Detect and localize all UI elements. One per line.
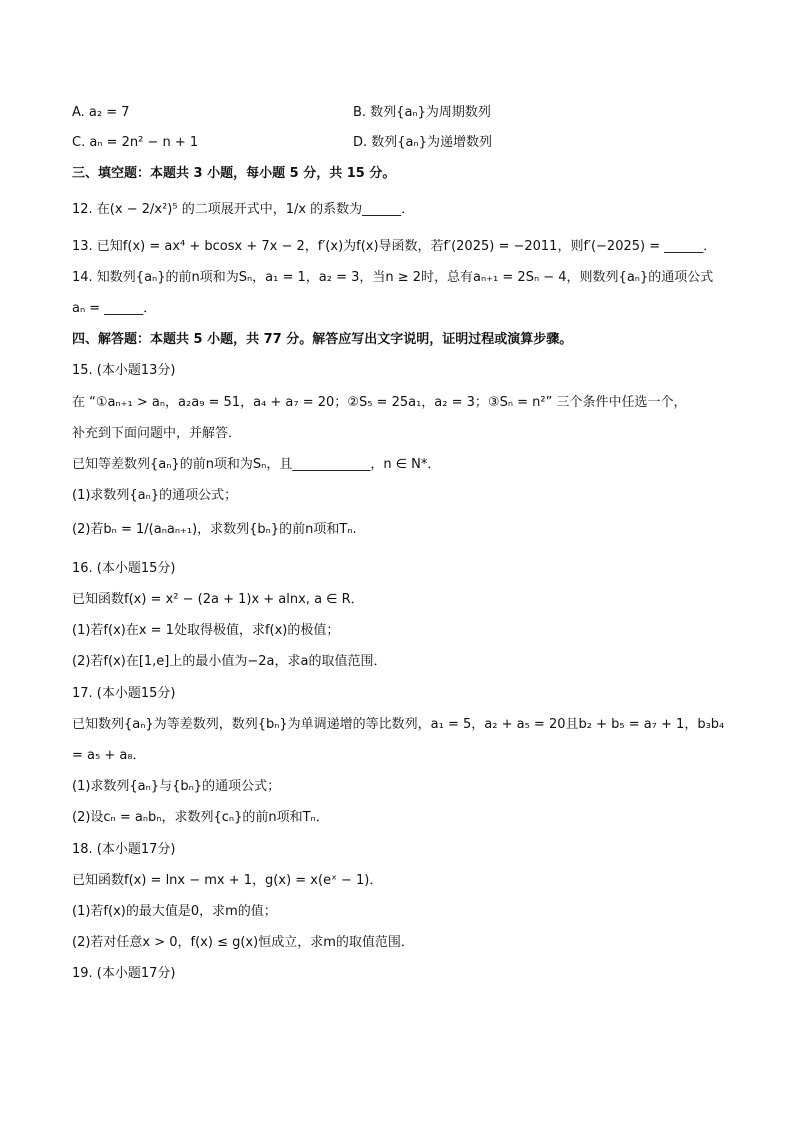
question-18-part2: (2)若对任意x > 0，f(x) ≤ g(x)恒成立，求m的取值范围．: [72, 935, 414, 950]
question-14-line2: aₙ = ______．: [72, 301, 157, 316]
option-a: A. a₂ = 7: [72, 105, 130, 120]
question-19-title: 19. (本小题17分): [72, 966, 176, 981]
section3-heading: 三、填空题：本题共 3 小题，每小题 5 分，共 15 分。: [72, 166, 396, 181]
question-16-title: 16. (本小题15分): [72, 561, 176, 576]
question-14-line1: 14. 知数列{aₙ}的前n项和为Sₙ，a₁ = 1，a₂ = 3，当n ≥ 2时，总有aₙ₊₁ = 2Sₙ − 4，则数列{aₙ}的通项公式: [72, 270, 714, 285]
question-12: 12. 在(x − 2/x²)⁵ 的二项展开式中，1/x 的系数为______．: [72, 202, 415, 217]
option-d: D. 数列{aₙ}为递增数列: [353, 135, 492, 150]
question-15-line1: 在 “①aₙ₊₁ > aₙ，a₂a₉ = 51，a₄ + a₇ = 20；②S₅ = 25a₁，a₂ = 3；③Sₙ = n²” 三个条件中任选一个，: [72, 395, 687, 410]
question-17-part2: (2)设cₙ = aₙbₙ，求数列{cₙ}的前n项和Tₙ．: [72, 810, 329, 825]
question-15-part1: (1)求数列{aₙ}的通项公式；: [72, 488, 238, 503]
question-18-line1: 已知函数f(x) = lnx − mx + 1，g(x) = x(eˣ − 1)．: [72, 873, 383, 888]
option-b: B. 数列{aₙ}为周期数列: [353, 105, 491, 120]
question-13: 13. 已知f(x) = ax⁴ + bcosx + 7x − 2，f′(x)为f(x)导函数，若f′(2025) = −2011，则f′(−2025) = ______．: [72, 239, 717, 254]
question-17-title: 17. (本小题15分): [72, 686, 176, 701]
question-17-part1: (1)求数列{aₙ}与{bₙ}的通项公式；: [72, 779, 281, 794]
question-15-title: 15. (本小题13分): [72, 363, 176, 378]
question-18-part1: (1)若f(x)的最大值是0，求m的值；: [72, 904, 277, 919]
section4-heading: 四、解答题：本题共 5 小题，共 77 分。解答应写出文字说明，证明过程或演算步骤。: [72, 332, 573, 347]
question-17-line1: 已知数列{aₙ}为等差数列，数列{bₙ}为单调递增的等比数列，a₁ = 5，a₂ + a₅ = 20且b₂ + b₅ = a₇ + 1，b₃b₄: [72, 717, 725, 732]
question-16-line1: 已知函数f(x) = x² − (2a + 1)x + alnx, a ∈ R．: [72, 592, 364, 607]
question-17-line2: = a₅ + a₈．: [72, 748, 146, 763]
question-18-title: 18. (本小题17分): [72, 842, 176, 857]
question-16-part2: (2)若f(x)在[1,e]上的最小值为−2a，求a的取值范围．: [72, 654, 387, 669]
question-15-line3: 已知等差数列{aₙ}的前n项和为Sₙ，且____________，n ∈ N*．: [72, 457, 441, 472]
question-15-line2: 补充到下面问题中，并解答．: [72, 426, 242, 441]
question-16-part1: (1)若f(x)在x = 1处取得极值，求f(x)的极值；: [72, 623, 340, 638]
option-c: C. aₙ = 2n² − n + 1: [72, 135, 199, 150]
question-15-part2: (2)若bₙ = 1/(aₙaₙ₊₁)，求数列{bₙ}的前n项和Tₙ.: [72, 522, 357, 537]
